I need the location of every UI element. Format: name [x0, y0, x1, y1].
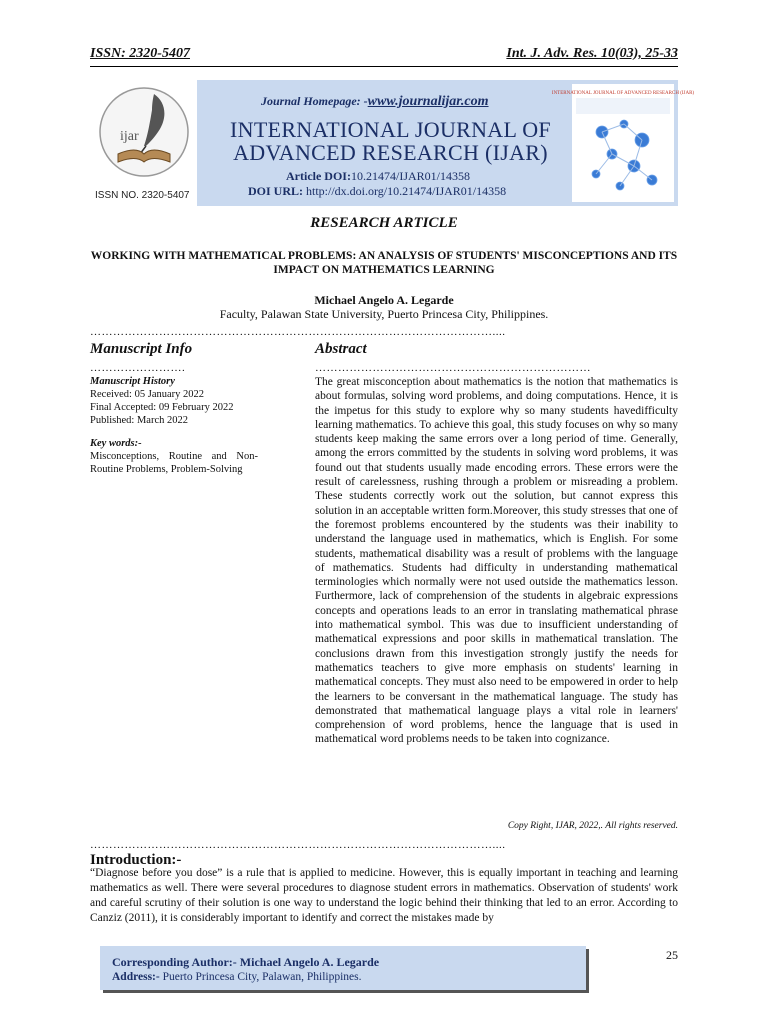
logo-text: ijar	[120, 129, 139, 144]
running-header	[90, 46, 678, 62]
corresponding-author: Corresponding Author:- Michael Angelo A. Legarde	[112, 955, 380, 969]
copyright-notice: Copy Right, IJAR, 2022,. All rights reserved.	[507, 821, 678, 831]
quill-book-logo-icon	[96, 84, 192, 180]
introduction-heading: Introduction:-	[90, 852, 182, 868]
address-label: Address:-	[112, 971, 160, 983]
header-rule	[90, 66, 678, 67]
received-date: Received: 05 January 2022	[90, 389, 205, 400]
address-value: Puerto Princesa City, Palawan, Philippines.	[159, 971, 362, 983]
doi-url-link[interactable]: http://dx.doi.org/10.21474/IJAR01/14358	[306, 184, 507, 198]
journal-banner	[90, 80, 695, 206]
journal-logo	[90, 80, 197, 206]
abstract-heading: Abstract	[315, 341, 367, 357]
header-issn: ISSN: 2320-5407	[90, 46, 190, 61]
introduction-text: “Diagnose before you dose” is a rule that is applied to medicine. However, this is equally important in teaching and learning mathematics as well. There were several procedures to diagnose student errors in mathematics. Observation of students' work and careful scrutiny of their solution is one way to understand the logic behind their thinking that led to an error. According to Canziz (2011), it is considerably important to identify and correct the mistakes made by	[90, 867, 678, 924]
logo-issn: ISSN NO. 2320-5407	[95, 190, 190, 201]
cover-title: INTERNATIONAL JOURNAL OF ADVANCED RESEARCH (IJAR)	[551, 91, 695, 96]
journal-title: INTERNATIONAL JOURNAL OF ADVANCED RESEARCH (IJAR)	[230, 117, 551, 165]
keywords-label: Key words:-	[90, 438, 142, 449]
paper-title: WORKING WITH MATHEMATICAL PROBLEMS: AN ANALYSIS OF STUDENTS' MISCONCEPTIONS AND ITS IMPACT ON MATHEMATICS LEARNING	[90, 250, 678, 276]
page-number: 25	[666, 948, 678, 962]
author-affiliation: Faculty, Palawan State University, Puerto Princesa City, Philippines.	[219, 307, 549, 321]
dotted-separator-bottom: ……………………………………………………………………………………………....	[90, 839, 506, 851]
doi-label: Article DOI:	[286, 169, 351, 183]
article-doi	[286, 169, 470, 184]
header-citation: Int. J. Adv. Res. 10(03), 25-33	[506, 46, 678, 61]
manuscript-info-heading: Manuscript Info	[90, 341, 193, 357]
keywords-list: Misconceptions, Routine and Non-Routine Problems, Problem-Solving	[90, 451, 258, 475]
accepted-date: Final Accepted: 09 February 2022	[90, 402, 234, 413]
author-name: Michael Angelo A. Legarde	[314, 293, 454, 307]
manuscript-history-label: Manuscript History	[90, 376, 175, 387]
corresponding-author-box	[100, 946, 586, 990]
abstract-text: The great misconception about mathematics is the notion that mathematics is about formulas, solving word problems, and doing computations. Hence, it is the impetus for this study to explore why so many students havedifficulty learning mathematics. To achieve this goal, this study focuses on why so many students keep making the same errors over a long period of time. Generally, among the errors committed by the students in solving word problems, it was found out that students usually made encoding errors. These errors were the result of carelessness, rushing through a problem or misreading a problem. These students correctly work out the solution, but cannot express this solution in an acceptable written form.Moreover, this study stresses that one of the foremost problems encountered by the students was their inability to understand the language used in mathematics, which is English. For some students, mathematical disability was a result of problems with the language of mathematics. Students had difficulty in understanding mathematical terminologies which normally were not used outside the mathematics lesson. Furthermore, lack of comprehension of the students in algebraic expressions concepts and operations leads to an error in translating mathematical phrase into mathematical symbol. This was due to insufficient understanding of mathematical expressions and poor skills in mathematical translation. The conclusions drawn from this investigation strongly justify the needs for mathematics teachers to give more emphasis on students' learning in mathematical concepts. They must also need to be empowered in order to help the learners to be conversant in the mathematical language. The study has demonstrated that mathematical language plays a vital role in learners' comprehension of word problems, hence the language that is used in mathematical word problems needs to be taken into cognizance.	[315, 376, 678, 746]
corresponding-address	[112, 971, 361, 983]
article-type: RESEARCH ARTICLE	[310, 215, 458, 231]
published-date: Published: March 2022	[90, 415, 188, 426]
doi-url	[248, 184, 506, 199]
dotted-separator-top: ……………………………………………………………………………………………....	[90, 326, 506, 338]
molecule-cover-icon	[551, 84, 695, 202]
homepage-label: Journal Homepage: -	[261, 94, 368, 108]
homepage-link[interactable]: www.journalijar.com	[367, 94, 489, 109]
dotted-separator-left: …………………….	[90, 362, 186, 374]
dotted-separator-right: ………………………………………………………………	[315, 362, 591, 374]
journal-cover-thumbnail	[551, 84, 695, 202]
journal-homepage	[261, 94, 489, 110]
doi-url-label: DOI URL:	[248, 184, 304, 198]
manuscript-info	[90, 375, 258, 476]
doi-value: 10.21474/IJAR01/14358	[350, 169, 470, 183]
